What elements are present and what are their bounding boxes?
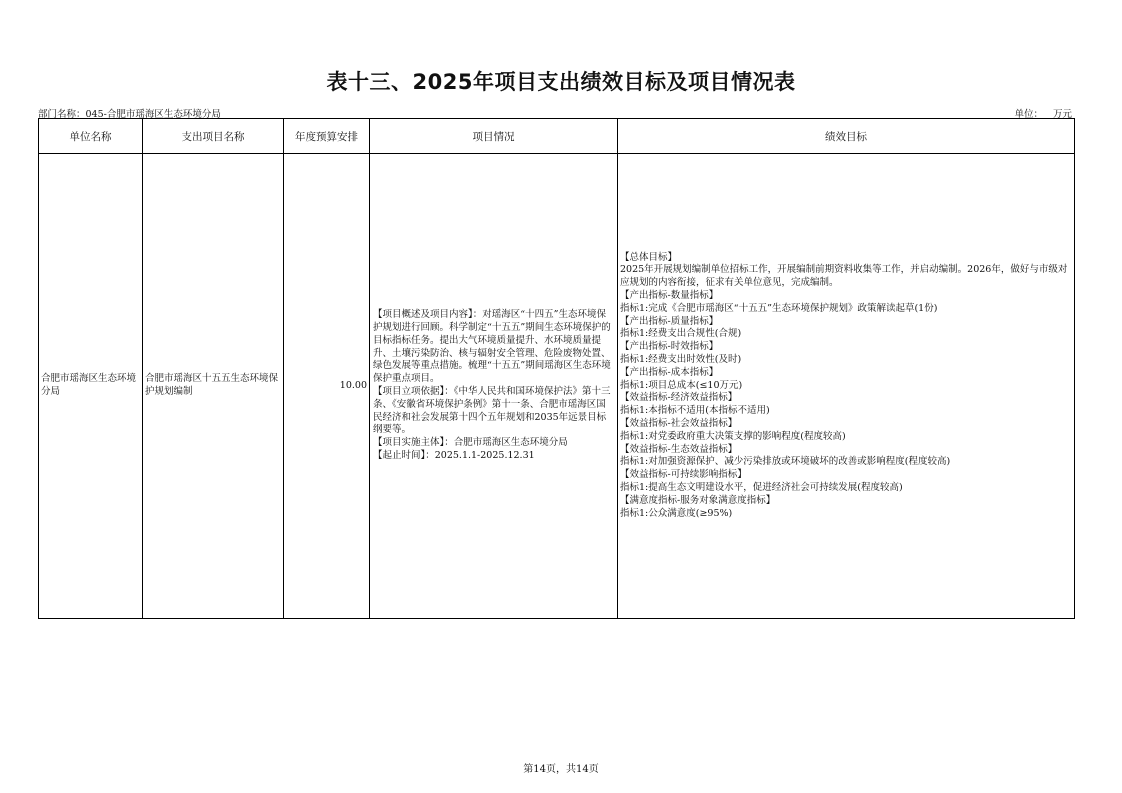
header-unit-name: 单位名称	[39, 119, 143, 154]
cell-project-info	[370, 154, 618, 619]
goal-line: 【产出指标-质量指标】	[620, 315, 719, 327]
goal-line: 2025年开展规划编制单位招标工作，开展编制前期资料收集等工作，并启动编制。2026年，做好与市级对应规划的内容衔接，征求有关单位意见，完成编制。	[620, 264, 1068, 289]
goal-line: 【满意度指标-服务对象满意度指标】	[620, 494, 776, 506]
goal-line: 指标1:经费支出时效性(及时)	[620, 354, 742, 365]
cell-performance-goals	[618, 154, 1075, 619]
goal-line: 【效益指标-可持续影响指标】	[620, 469, 747, 481]
goal-line: 【效益指标-生态效益指标】	[620, 443, 738, 455]
table-header-row	[39, 119, 1075, 154]
cell-project-name: 合肥市瑶海区十五五生态环境保护规划编制	[143, 154, 284, 619]
goal-line: 指标1:公众满意度(≥95%)	[620, 507, 733, 519]
goal-line: 【产出指标-时效指标】	[620, 341, 719, 353]
goal-line: 指标1:对加强资源保护、减少污染排放或环境破坏的改善或影响程度(程度较高)	[620, 456, 951, 468]
project-implementer: 【项目实施主体】：合肥市瑶海区生态环境分局	[373, 437, 568, 449]
goal-line: 【效益指标-社会效益指标】	[620, 417, 738, 429]
page-title: 表十三、2025年项目支出绩效目标及项目情况表	[326, 70, 796, 94]
header-project-name: 支出项目名称	[143, 119, 284, 154]
project-period: 【起止时间】：2025.1.1-2025.12.31	[373, 449, 535, 461]
performance-table	[38, 118, 1075, 619]
goal-line: 【产出指标-成本指标】	[620, 366, 719, 378]
unit-label-text: 单位：	[1014, 109, 1043, 120]
cell-unit-name: 合肥市瑶海区生态环境分局	[39, 154, 143, 619]
project-basis: 【项目立项依据】：《中华人民共和国环境保护法》第十三条、《安徽省环境保护条例》第十一条、合肥市瑶海区国民经济和社会发展第十四个五年规划和2035年远景目标纲要等。	[373, 386, 611, 436]
goal-line: 【产出指标-数量指标】	[620, 290, 719, 302]
header-budget: 年度预算安排	[284, 119, 370, 154]
goal-line: 指标1:本指标不适用(本指标不适用)	[620, 405, 770, 417]
department-name: 部门名称：045-合肥市瑶海区生态环境分局	[38, 109, 221, 120]
goal-line: 指标1:完成《合肥市瑶海区“十五五”生态环境保护规划》政策解读起草(1份)	[620, 302, 938, 314]
unit-value: 万元	[1052, 109, 1072, 120]
goal-line: 【总体目标】	[620, 251, 678, 263]
goal-line: 指标1:提高生态文明建设水平，促进经济社会可持续发展(程度较高)	[620, 481, 903, 493]
goal-line: 指标1:对党委政府重大决策支撑的影响程度(程度较高)	[620, 430, 846, 442]
cell-budget: 10.00	[284, 154, 370, 619]
goal-line: 【效益指标-经济效益指标】	[620, 392, 738, 404]
header-project-info: 项目情况	[370, 119, 618, 154]
page-footer: 第14页，共14页	[523, 764, 599, 775]
project-overview: 【项目概述及项目内容】：对瑶海区“十四五”生态环境保护规划进行回顾。科学制定“十五五”期间生态环境保护的目标指标任务。提出大气环境质量提升、水环境质量提升、土壤污染防治、核与辐射安全管理、危险废物处置、绿色发展等重点措施。梳理“十五五”期间瑶海区生态环境保护重点项目。	[373, 309, 611, 385]
goal-line: 指标1:经费支出合规性(合规)	[620, 328, 742, 340]
table-row	[39, 154, 1075, 619]
goal-line: 指标1:项目总成本(≤10万元)	[620, 379, 743, 391]
header-performance-goals: 绩效目标	[618, 119, 1075, 154]
